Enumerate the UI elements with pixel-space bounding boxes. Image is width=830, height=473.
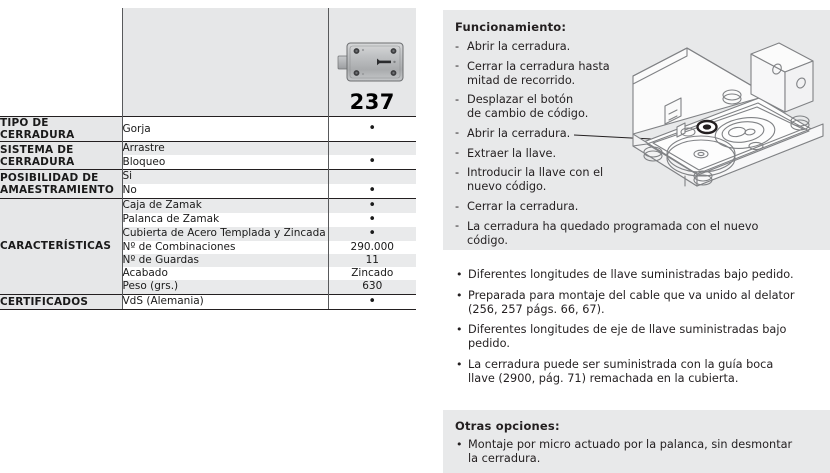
dash-marker-icon: - xyxy=(455,92,460,106)
funcionamiento-title: Funcionamiento: xyxy=(455,20,567,34)
row-feature: VdS (Alemania) xyxy=(122,294,328,309)
row-label: POSIBILIDAD DE AMAESTRAMIENTO xyxy=(0,170,122,198)
bullet-dot-icon: • xyxy=(456,358,463,372)
row-feature: Nº de Guardas xyxy=(122,254,328,267)
row-value: Zincado xyxy=(328,267,416,280)
dash-marker-icon: - xyxy=(455,199,460,213)
note-item xyxy=(455,358,815,386)
row-label: CERTIFICADOS xyxy=(0,294,122,309)
row-label: CARACTERÍSTICAS xyxy=(0,198,122,294)
row-value xyxy=(328,184,416,199)
row-feature: Si xyxy=(122,170,328,184)
bullet-dot-icon: • xyxy=(368,197,377,213)
row-label: TIPO DE CERRADURA xyxy=(0,117,122,142)
row-feature: No xyxy=(122,184,328,199)
row-value xyxy=(328,198,416,213)
row-value xyxy=(328,117,416,142)
row-feature: Nº de Combinaciones xyxy=(122,241,328,254)
row-feature: Gorja xyxy=(122,117,328,142)
row-label: SISTEMA DE CERRADURA xyxy=(0,142,122,170)
cabinet-lock-photo-icon xyxy=(337,38,407,86)
note-item-text: Diferentes longitudes de eje de llave suministradas bajo pedido. xyxy=(468,323,787,351)
note-item-text: Diferentes longitudes de llave suministradas bajo pedido. xyxy=(468,268,794,281)
bullet-dot-icon: • xyxy=(456,288,463,302)
specification-table xyxy=(0,8,416,310)
funcionamiento-step-text: Cerrar la cerradura hasta mitad de recorrido. xyxy=(467,59,610,87)
funcionamiento-step-text: La cerradura ha quedado programada con el nuevo código. xyxy=(467,219,759,247)
table-row xyxy=(0,117,416,142)
row-value xyxy=(328,155,416,170)
funcionamiento-step-text: Cerrar la cerradura. xyxy=(467,200,579,214)
table-header-row xyxy=(0,8,416,117)
dash-marker-icon: - xyxy=(455,219,460,233)
bullet-dot-icon: • xyxy=(456,323,463,337)
row-feature: Peso (grs.) xyxy=(122,280,328,294)
header-spacer-cell xyxy=(122,8,328,117)
table-row xyxy=(0,294,416,309)
table-row xyxy=(0,170,416,184)
row-feature: Caja de Zamak xyxy=(122,198,328,213)
info-panel xyxy=(443,0,830,473)
row-feature: Palanca de Zamak xyxy=(122,213,328,227)
dash-marker-icon: - xyxy=(455,126,460,140)
dash-marker-icon: - xyxy=(455,39,460,53)
bullet-dot-icon: • xyxy=(368,211,377,227)
funcionamiento-step-text: Extraer la llave. xyxy=(467,146,557,160)
table-row xyxy=(0,142,416,156)
product-header-cell xyxy=(328,8,416,117)
header-empty-cell xyxy=(0,8,122,117)
otras-opciones-item xyxy=(455,438,815,466)
row-value: 630 xyxy=(328,280,416,294)
code-change-button-marker xyxy=(698,121,717,133)
row-feature: Bloqueo xyxy=(122,155,328,170)
funcionamiento-step-text: Introducir la llave con el nuevo código. xyxy=(467,166,604,194)
bullet-dot-icon: • xyxy=(456,438,463,451)
lock-mechanism-technical-drawing-icon xyxy=(625,28,830,203)
table-row xyxy=(0,198,416,213)
funcionamiento-step-text: Desplazar el botón de cambio de código. xyxy=(467,93,589,121)
note-item xyxy=(455,323,815,351)
specification-table-container xyxy=(0,8,416,310)
row-value xyxy=(328,294,416,309)
funcionamiento-step-text: Abrir la cerradura. xyxy=(467,40,571,53)
note-item xyxy=(455,268,815,282)
otras-opciones-box xyxy=(443,410,830,473)
product-code: 237 xyxy=(349,90,395,114)
otras-opciones-list xyxy=(455,438,815,473)
bullet-dot-icon: • xyxy=(368,121,377,136)
funcionamiento-box xyxy=(443,10,830,250)
dash-marker-icon: - xyxy=(455,146,460,160)
bullet-dot-icon: • xyxy=(368,154,377,170)
row-value xyxy=(328,142,416,156)
notes-bullet-list xyxy=(455,268,815,393)
bullet-dot-icon: • xyxy=(368,293,377,309)
row-feature: Cubierta de Acero Templada y Zincada xyxy=(122,227,328,241)
dash-marker-icon: - xyxy=(455,165,460,179)
row-value: 11 xyxy=(328,254,416,267)
bullet-dot-icon: • xyxy=(368,225,377,241)
row-feature: Arrastre xyxy=(122,142,328,156)
note-item-text: Preparada para montaje del cable que va unido al delator (256, 257 págs. 66, 67). xyxy=(468,288,795,316)
row-feature: Acabado xyxy=(122,267,328,280)
note-item xyxy=(455,289,815,317)
funcionamiento-step xyxy=(455,220,797,248)
otras-opciones-title: Otras opciones: xyxy=(455,419,560,433)
dash-marker-icon: - xyxy=(455,59,460,73)
row-value xyxy=(328,170,416,184)
row-value xyxy=(328,227,416,241)
row-value xyxy=(328,213,416,227)
funcionamiento-step-text: Abrir la cerradura. xyxy=(467,126,571,140)
note-item-text: La cerradura puede ser suministrada con la guía boca llave (2900, pág. 71) remachada en la cubierta. xyxy=(468,358,774,386)
row-value: 290.000 xyxy=(328,241,416,254)
bullet-dot-icon: • xyxy=(456,268,463,281)
otras-opciones-item-text: Montaje por micro actuado por la palanca, sin desmontar la cerradura. xyxy=(468,438,793,466)
bullet-dot-icon: • xyxy=(368,182,377,198)
